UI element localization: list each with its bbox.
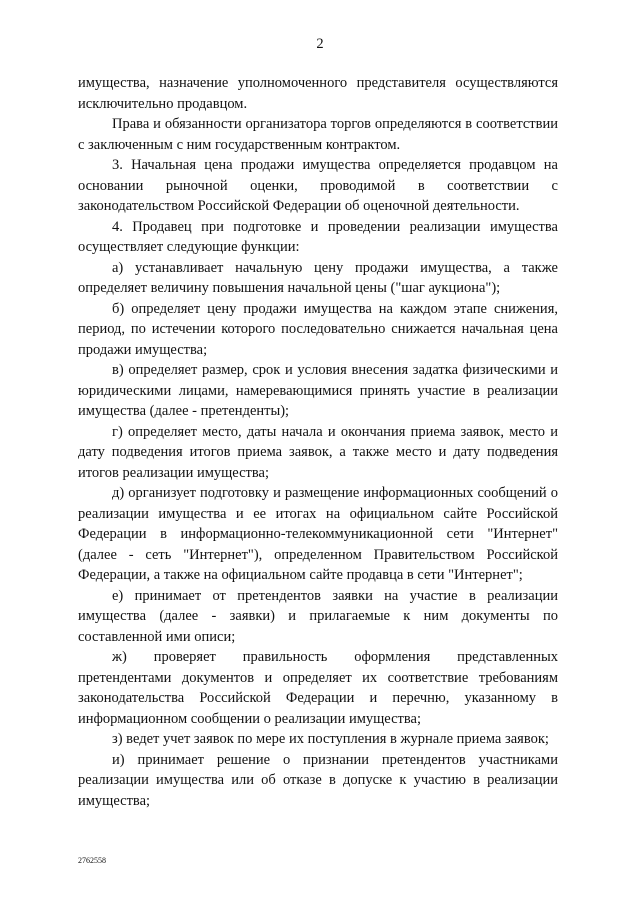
list-item-d: д) организует подготовку и размещение информационных сообщений о реализации имущества и ее итогах на официальном сайте Российской Федерации в информационно-телекоммуникационной сети "Интернет" (далее - сеть "Интернет"), определенном Правительством Российской Федерации, а также на официальном сайте продавца в сети "Интернет"; [78,485,558,583]
paragraph-4-seller-functions: 4. Продавец при подготовке и проведении реализации имущества осуществляет следующие функции: [78,218,558,255]
paragraph-organizer-rights: Права и обязанности организатора торгов определяются в соответствии с заключенным с ним государственным контрактом. [78,116,558,153]
list-item-b: б) определяет цену продажи имущества на каждом этапе снижения, период, по истечении которого последовательно снижается начальная цена продажи имущества; [78,300,558,358]
document-code: 2762558 [78,856,106,865]
list-item-zh: ж) проверяет правильность оформления представленных претендентами документов и определяет их соответствие требованиям законодательства Российской Федерации и перечню, указанному в информационном сообщении о реализации имущества; [78,649,558,727]
list-item-i: и) принимает решение о признании претендентов участниками реализации имущества или об отказе в допуске к участию в реализации имущества; [78,751,558,809]
document-body [78,73,558,811]
page-number: 2 [316,36,324,52]
list-item-e: е) принимает от претендентов заявки на участие в реализации имущества (далее - заявки) и прилагаемые к ним документы по составленной ими описи; [78,587,558,645]
paragraph-continuation: имущества, назначение уполномоченного представителя осуществляются исключительно продавцом. [78,75,558,112]
paragraph-3-initial-price: 3. Начальная цена продажи имущества определяется продавцом на основании рыночной оценки, проводимой в соответствии с законодательством Российской Федерации об оценочной деятельности. [78,157,558,214]
list-item-g: г) определяет место, даты начала и окончания приема заявок, место и дату подведения итогов приема заявок, а также место и дату подведения итогов реализации имущества; [78,423,558,481]
list-item-z: з) ведет учет заявок по мере их поступления в журнале приема заявок; [112,731,549,747]
list-item-v: в) определяет размер, срок и условия внесения задатка физическими и юридическими лицами, намеревающимися принять участие в реализации имущества (далее - претенденты); [78,362,558,419]
list-item-a: а) устанавливает начальную цену продажи имущества, а также определяет величину повышения начальной цены ("шаг аукциона"); [78,259,558,296]
